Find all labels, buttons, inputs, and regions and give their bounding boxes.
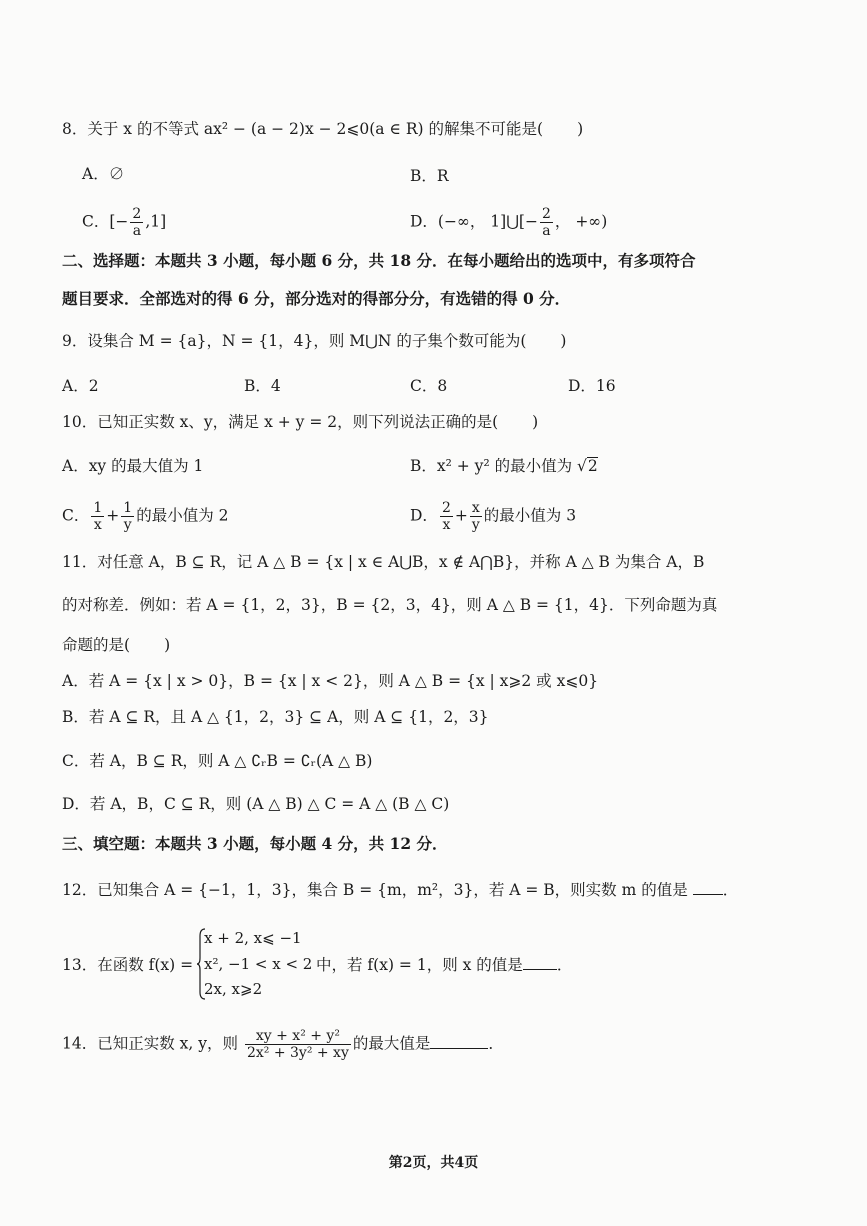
q14-answer-blank[interactable] xyxy=(430,1034,488,1049)
q13-post: 中，若 f(x) = 1，则 x 的值是 ． xyxy=(316,956,573,974)
q8-option-c[interactable]: C．[− $\frac{2}{a}$ ,1] xyxy=(82,206,167,239)
q11-stem-cont: 的对称差．例如：若 A = {1，2，3}，B = {2，3，4}，则 A △ B = {1，4}．下列命题为真 xyxy=(62,596,718,614)
section2-heading: 二、选择题：本题共 3 小题，每小题 6 分，共 18 分．在每小题给出的选项中，有多项符合 xyxy=(62,251,696,270)
q8-option-d[interactable]: D．(−∞， 1]⋃[− $\frac{2}{a}$ ， +∞) xyxy=(410,206,608,239)
q11-option-d[interactable]: D．若 A，B，C ⊆ R，则 (A △ B) △ C = A △ (B △ C) xyxy=(62,795,450,813)
q11-option-c[interactable]: C．若 A，B ⊆ R，则 A △ ∁ᵣB = ∁ᵣ(A △ B) xyxy=(62,752,373,770)
q13-case-2: x², −1 < x < 2 xyxy=(204,955,313,973)
q13-answer-blank[interactable] xyxy=(523,955,557,970)
q13-case-1: x + 2, x⩽ −1 xyxy=(204,929,302,947)
q13-pre: 13．在函数 f(x) = xyxy=(62,956,194,974)
page-number: 第2页，共4页 xyxy=(388,1155,479,1171)
q9-option-c[interactable]: C．8 xyxy=(410,377,448,395)
q9-option-d[interactable]: D．16 xyxy=(568,377,616,395)
q10-stem: 10．已知正实数 x、y，满足 x + y = 2，则下列说法正确的是( ) xyxy=(62,413,539,431)
q10-option-b[interactable]: B．x² + y² 的最小值为 √2 xyxy=(410,457,598,475)
q10-option-c[interactable]: C． $\frac{1}{x}$ + $\frac{1}{y}$ 的最小值为 2 xyxy=(62,500,229,533)
q14-stem: 14．已知正实数 x, y，则 $\frac{\text{xy + x² + y²}}{\text{2x² + 3y² + xy}}$ 的最大值是 ． xyxy=(62,1028,504,1061)
q9-stem: 9．设集合 M = {a}，N = {1，4}，则 M⋃N 的子集个数可能为( ) xyxy=(62,332,567,350)
q11-stem: 11．对任意 A，B ⊆ R，记 A △ B = {x | x ∈ A⋃B，x ∉ A⋂B}，并称 A △ B 为集合 A，B xyxy=(62,553,705,571)
q8-option-a[interactable]: A．∅ xyxy=(82,165,125,183)
section2-heading-cont: 题目要求．全部选对的得 6 分，部分选对的得部分分，有选错的得 0 分． xyxy=(62,289,571,308)
q11-option-a[interactable]: A．若 A = {x | x > 0}，B = {x | x < 2}，则 A △ B = {x | x⩾2 或 x⩽0} xyxy=(62,672,599,690)
q10-option-d[interactable]: D． $\frac{2}{x}$ + $\frac{x}{y}$ 的最小值为 3 xyxy=(410,500,577,533)
section3-heading: 三、填空题：本题共 3 小题，每小题 4 分，共 12 分． xyxy=(62,834,448,853)
q8-option-b[interactable]: B．R xyxy=(410,167,449,185)
q12-answer-blank[interactable] xyxy=(693,880,723,895)
q9-option-b[interactable]: B．4 xyxy=(244,377,281,395)
q12-stem: 12．已知集合 A = {−1，1，3}，集合 B = {m，m²，3}，若 A = B，则实数 m 的值是 ． xyxy=(62,881,739,899)
q13-case-3: 2x, x⩾2 xyxy=(204,980,263,998)
q9-option-a[interactable]: A．2 xyxy=(62,377,99,395)
q10-option-a[interactable]: A．xy 的最大值为 1 xyxy=(62,457,204,475)
q8-stem: 8．关于 x 的不等式 ax² − (a − 2)x − 2⩽0(a ∈ R) 的解集不可能是( ) xyxy=(62,120,584,138)
q11-stem-end: 命题的是( ) xyxy=(62,636,171,654)
q11-option-b[interactable]: B．若 A ⊆ R，且 A △ {1，2，3} ⊆ A，则 A ⊆ {1，2，3} xyxy=(62,708,489,726)
